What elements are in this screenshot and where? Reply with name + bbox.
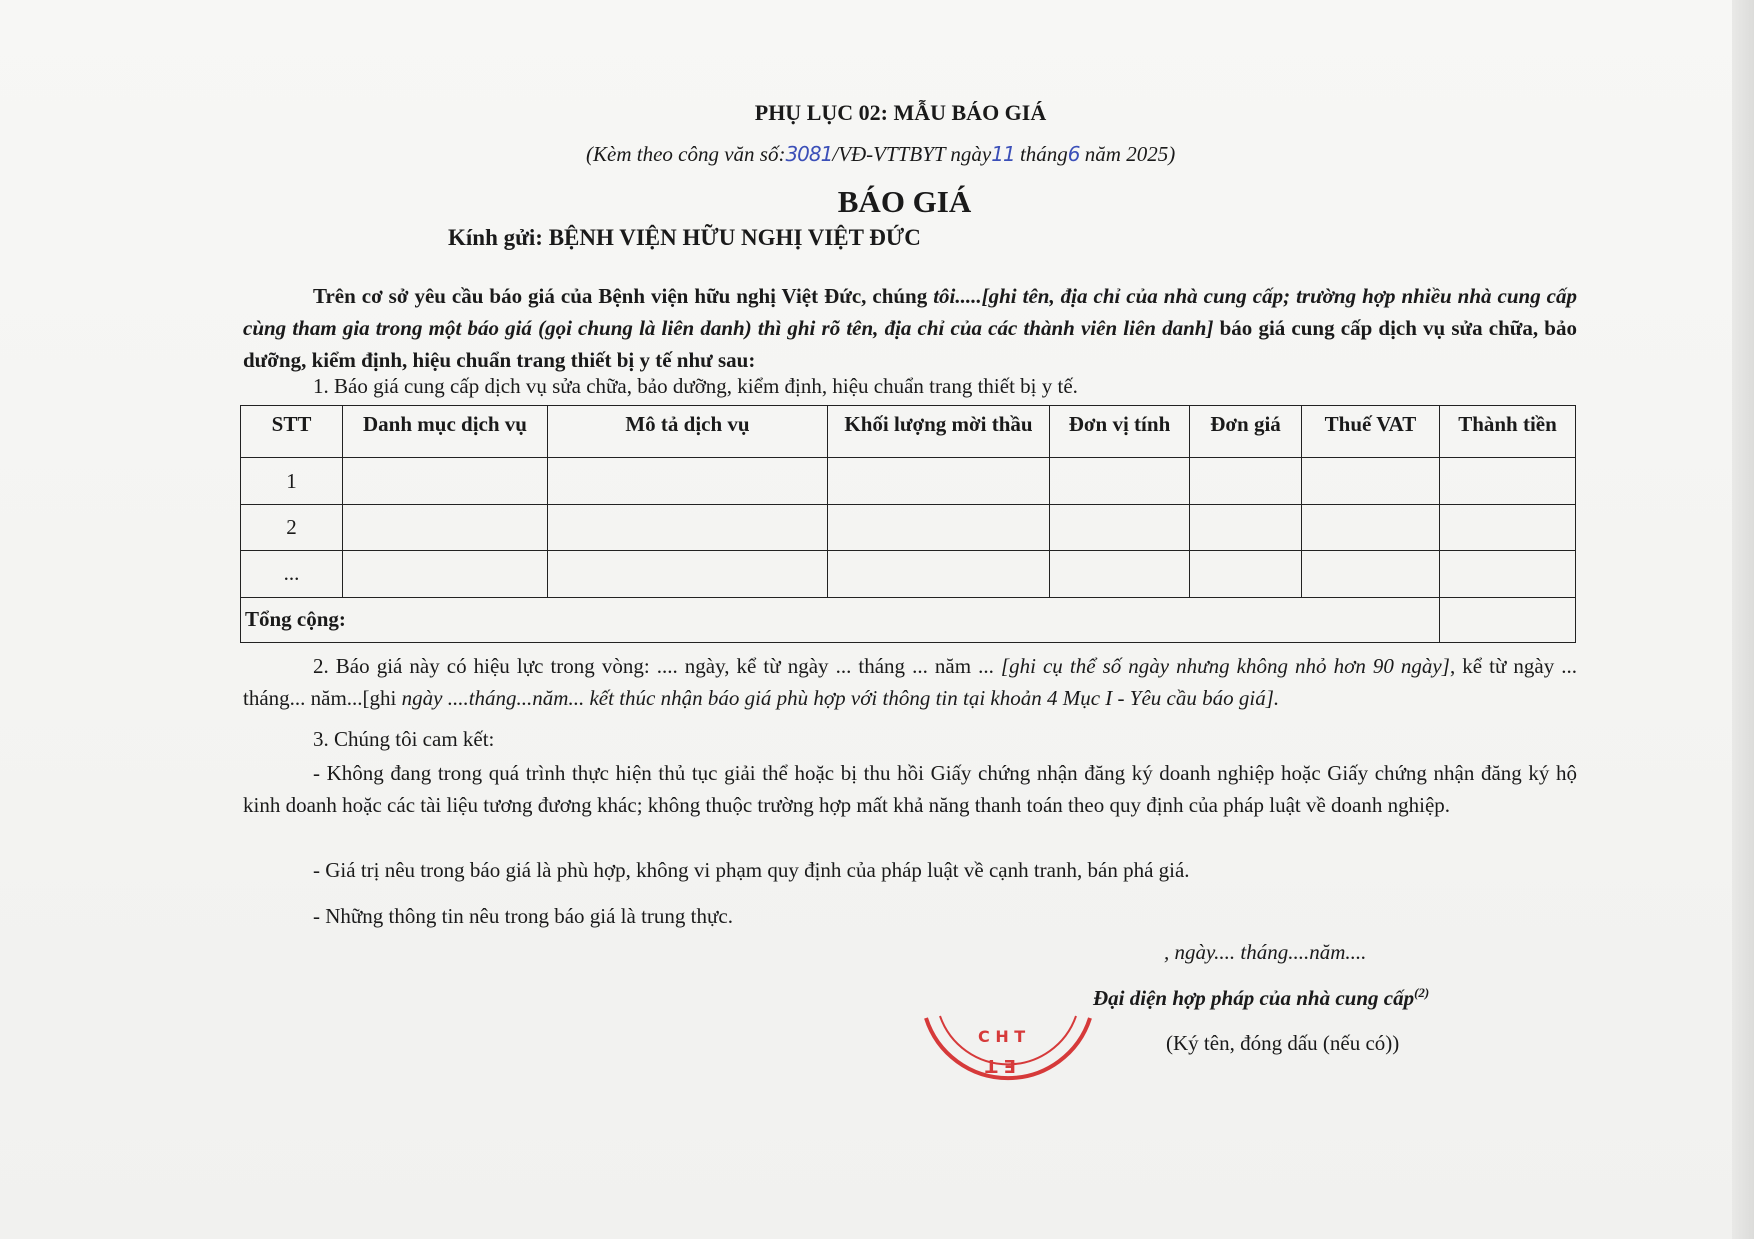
table-cell[interactable] [548,458,828,504]
table-cell[interactable] [1302,458,1440,504]
intro-text-2: tôi.....[ghi tên, địa chỉ của nhà cung cấp; trường hợp nhiều nhà cung cấp cùng tham gia trong một báo giá (gọi chung là liên danh) thì ghi rõ tên, địa chỉ của các thành viên liên danh] [243,284,1577,340]
table-cell-stt: 2 [241,504,343,550]
reference-line [586,142,1175,167]
total-label: Tổng cộng: [241,597,1440,642]
table-row [241,551,1576,597]
col-header-unit: Đơn vị tính [1050,406,1190,458]
ref-month-label: tháng [1014,142,1068,166]
table-cell[interactable] [1050,458,1190,504]
intro-text-3: báo giá cung cấp dịch vụ sửa chữa, bảo dưỡng, kiểm định, hiệu chuẩn trang thiết bị y tế như sau: [243,316,1577,372]
col-header-stt: STT [241,406,343,458]
recipient-line: Kính gửi: BỆNH VIỆN HỮU NGHỊ VIỆT ĐỨC [448,225,921,250]
col-header-unit-price: Đơn giá [1190,406,1302,458]
item-2-paragraph [243,650,1577,714]
col-header-quantity: Khối lượng mời thầu [828,406,1050,458]
ref-suffix: năm 2025) [1079,142,1176,166]
table-cell[interactable] [1050,551,1190,597]
company-stamp [918,1010,1098,1120]
ref-day-handwritten: 11 [991,142,1015,166]
item-2-text-4: ngày ....tháng...năm... kết thúc nhận báo giá phù hợp với thông tin tại khoản 4 Mục I - Yêu cầu báo giá]. [401,686,1280,710]
ref-month-handwritten: 6 [1067,142,1080,166]
item-2-text-1: 2. Báo giá này có hiệu lực trong vòng: .... ngày, kể từ ngày ... tháng ... năm ... [313,654,1001,678]
svg-text:C H T: C H T [978,1027,1026,1046]
table-cell[interactable] [1190,504,1302,550]
table-cell[interactable] [1190,551,1302,597]
table-cell[interactable] [828,504,1050,550]
signature-note: (Ký tên, đóng dấu (nếu có)) [1166,1031,1400,1055]
quote-table [240,405,1576,643]
item-1-heading: 1. Báo giá cung cấp dịch vụ sửa chữa, bảo dưỡng, kiểm định, hiệu chuẩn trang thiết bị y tế. [313,374,1078,398]
table-row [241,504,1576,550]
signer-footnote: (2) [1414,985,1430,1000]
table-row [241,458,1576,504]
table-cell[interactable] [343,504,548,550]
col-header-amount: Thành tiền [1440,406,1576,458]
intro-text-1: Trên cơ sở yêu cầu báo giá của Bệnh viện hữu nghị Việt Đức, chúng [313,284,934,308]
table-cell-stt: ... [241,551,343,597]
item-2-text-2: [ghi cụ thể số ngày nhưng không nhỏ hơn 90 ngày] [1000,654,1450,678]
stamp-seal-icon [918,1010,1098,1120]
table-cell[interactable] [343,458,548,504]
commitment-3: - Những thông tin nêu trong báo giá là trung thực. [313,904,733,928]
table-cell[interactable] [1050,504,1190,550]
commitment-1: - Không đang trong quá trình thực hiện thủ tục giải thể hoặc bị thu hồi Giấy chứng nhận đăng ký doanh nghiệp hoặc Giấy chứng nhận đăng ký hộ kinh doanh hoặc các tài liệu tương đương khác; không thuộc trường hợp mất khả năng thanh toán theo quy định của pháp luật về doanh nghiệp. [243,761,1577,817]
table-cell[interactable] [828,551,1050,597]
ref-number-handwritten: 3081 [785,142,833,166]
table-cell[interactable] [828,458,1050,504]
item-2-text-3: , kể từ ngày ... tháng... năm...[ghi [243,654,1578,710]
total-amount-cell[interactable] [1440,597,1576,642]
table-cell[interactable] [1440,458,1576,504]
col-header-description: Mô tả dịch vụ [548,406,828,458]
commitment-2: - Giá trị nêu trong báo giá là phù hợp, không vi phạm quy định của pháp luật về cạnh tranh, bán phá giá. [313,858,1190,882]
signature-date-line: , ngày.... tháng....năm.... [1164,940,1367,964]
table-total-row [241,597,1576,642]
col-header-service: Danh mục dịch vụ [343,406,548,458]
table-cell[interactable] [548,551,828,597]
col-header-vat: Thuế VAT [1302,406,1440,458]
intro-paragraph [243,280,1577,376]
appendix-title: PHỤ LỤC 02: MẪU BÁO GIÁ [754,100,1047,125]
svg-text:E T: E T [985,1055,1016,1076]
table-cell-stt: 1 [241,458,343,504]
ref-mid: /VĐ-VTTBYT ngày [832,142,992,166]
table-cell[interactable] [1302,551,1440,597]
table-cell[interactable] [1440,551,1576,597]
signer-title [1093,985,1429,1011]
item-3-heading: 3. Chúng tôi cam kết: [313,727,495,751]
table-header-row [241,406,1576,458]
signer-text: Đại diện hợp pháp của nhà cung cấp [1093,986,1415,1010]
document-title: BÁO GIÁ [837,184,972,219]
table-cell[interactable] [1302,504,1440,550]
table-cell[interactable] [548,504,828,550]
ref-prefix: (Kèm theo công văn số: [586,142,786,166]
table-cell[interactable] [1190,458,1302,504]
table-cell[interactable] [1440,504,1576,550]
table-cell[interactable] [343,551,548,597]
